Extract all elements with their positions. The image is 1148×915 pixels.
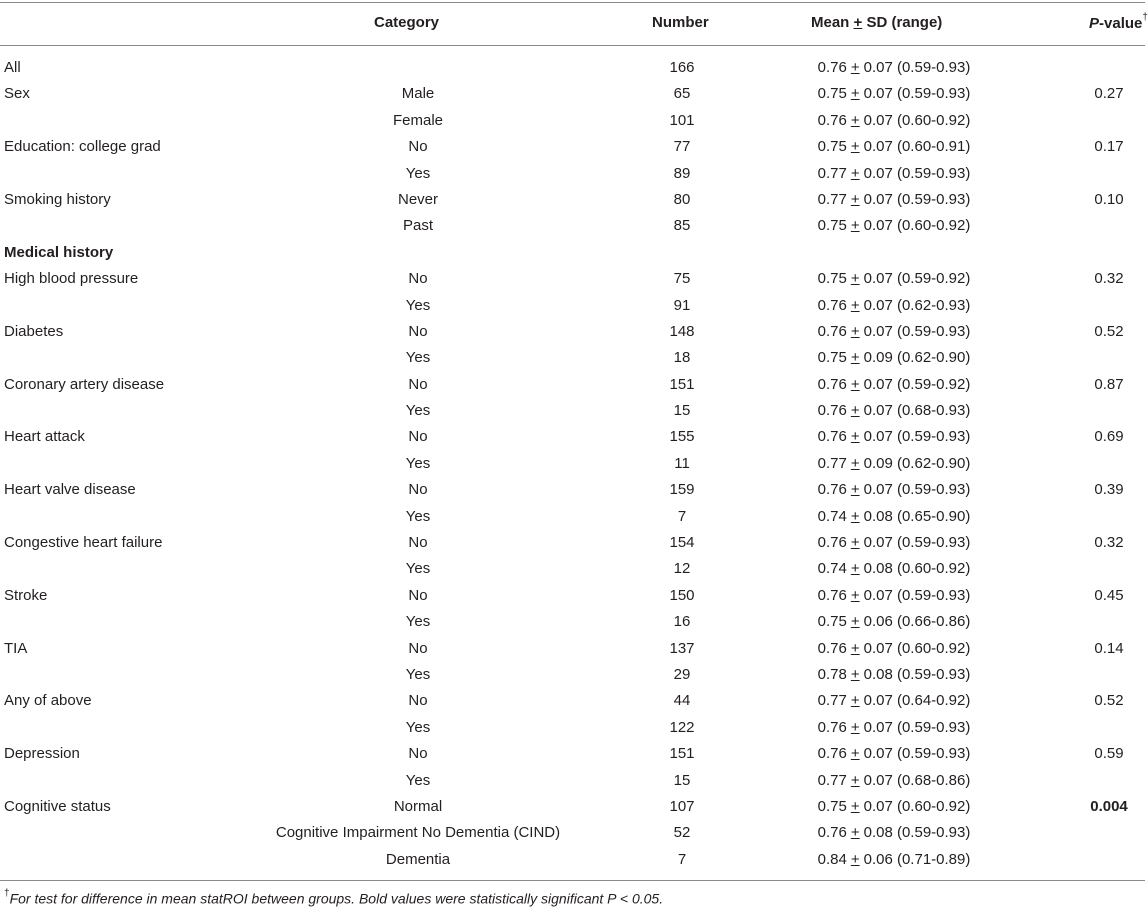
row-p-value: 0.10 <box>1094 190 1124 208</box>
header-plus-minus: + <box>853 14 863 31</box>
footnote-dagger: † <box>4 888 10 899</box>
row-mean: 0.76 <box>817 375 847 393</box>
row-label: All <box>4 59 21 76</box>
row-number: 155 <box>669 428 695 446</box>
plus-minus-symbol: + <box>850 428 860 446</box>
table-row <box>0 187 1145 213</box>
row-mean-sd <box>818 85 971 103</box>
row-category: No <box>408 138 428 156</box>
row-mean-sd <box>818 59 971 77</box>
row-number: 85 <box>673 217 691 235</box>
table-row <box>0 424 1145 450</box>
row-label: Education: college grad <box>4 138 161 156</box>
table-row <box>0 213 1145 239</box>
row-sd-range: 0.07 (0.68-0.86) <box>863 771 971 789</box>
row-number: 11 <box>674 454 690 472</box>
row-mean-sd <box>818 455 971 473</box>
row-mean: 0.75 <box>817 138 847 156</box>
header-mean-post: SD (range) <box>862 14 943 31</box>
row-sd-range: 0.07 (0.60-0.92) <box>863 639 971 657</box>
row-mean: 0.76 <box>817 111 847 129</box>
row-mean-sd <box>818 217 971 235</box>
row-number: 52 <box>673 824 691 842</box>
table-row <box>0 556 1145 582</box>
row-sd-range: 0.07 (0.60-0.92) <box>863 111 971 129</box>
plus-minus-symbol: + <box>850 481 860 499</box>
row-category: No <box>408 534 428 552</box>
row-sd-range: 0.08 (0.59-0.93) <box>863 665 971 683</box>
row-category: No <box>408 375 428 393</box>
row-mean-sd <box>818 745 971 763</box>
row-sd-range: 0.07 (0.59-0.93) <box>863 586 971 604</box>
row-sd-range: 0.07 (0.59-0.93) <box>863 322 971 340</box>
row-sd-range: 0.07 (0.59-0.93) <box>863 481 971 499</box>
row-category: Yes <box>405 507 431 525</box>
plus-minus-symbol: + <box>850 111 860 129</box>
row-number: 44 <box>673 692 691 710</box>
row-label: TIA <box>4 639 28 657</box>
row-category: No <box>408 586 428 604</box>
row-label: Stroke <box>4 586 48 604</box>
row-sd-range: 0.07 (0.59-0.93) <box>863 718 971 736</box>
row-mean-sd <box>818 534 971 552</box>
plus-minus-symbol: + <box>850 349 860 367</box>
row-category: No <box>408 692 428 710</box>
row-number: 166 <box>669 59 695 76</box>
row-mean: 0.75 <box>817 85 847 103</box>
row-mean-sd <box>818 402 971 420</box>
row-category: Yes <box>405 349 431 367</box>
table-header-rule <box>0 45 1145 46</box>
row-number: 122 <box>669 718 695 736</box>
row-p-value: 0.52 <box>1094 322 1124 340</box>
row-category: Yes <box>405 665 431 683</box>
row-label: Any of above <box>4 692 92 710</box>
plus-minus-symbol: + <box>850 322 860 340</box>
row-category: Past <box>402 217 434 235</box>
row-sd-range: 0.07 (0.59-0.93) <box>863 85 971 103</box>
row-category: Dementia <box>385 850 451 868</box>
row-sd-range: 0.07 (0.62-0.93) <box>863 296 971 314</box>
row-mean-sd <box>818 772 971 790</box>
table-row <box>0 583 1145 609</box>
plus-minus-symbol: + <box>850 824 860 842</box>
header-category: Category <box>374 14 440 31</box>
row-sd-range: 0.07 (0.59-0.92) <box>863 375 971 393</box>
table-row <box>0 688 1145 714</box>
row-sd-range: 0.07 (0.60-0.91) <box>863 138 971 156</box>
row-number: 15 <box>673 771 691 789</box>
row-p-value: 0.14 <box>1094 639 1124 657</box>
row-mean: 0.76 <box>817 296 847 314</box>
row-p-value: 0.69 <box>1094 428 1124 446</box>
table-bottom-rule <box>0 880 1145 881</box>
section-title: Medical history <box>4 243 114 261</box>
footnote-text: For test for difference in mean statROI between groups. Bold values were statistically significant P < 0.05. <box>9 890 664 907</box>
row-category: Male <box>401 85 435 103</box>
row-mean: 0.76 <box>817 428 847 446</box>
plus-minus-symbol: + <box>850 613 860 631</box>
row-mean: 0.75 <box>817 217 847 235</box>
row-mean: 0.76 <box>817 586 847 604</box>
row-sd-range: 0.06 (0.71-0.89) <box>863 850 971 868</box>
table-row <box>0 741 1145 767</box>
row-number: 89 <box>673 164 691 182</box>
row-label: Cognitive status <box>4 797 111 815</box>
row-mean: 0.78 <box>817 665 847 683</box>
row-sd-range: 0.07 (0.59-0.93) <box>863 745 971 763</box>
row-number: 75 <box>673 270 691 288</box>
row-sd-range: 0.07 (0.60-0.92) <box>863 217 971 235</box>
row-mean: 0.75 <box>817 613 847 631</box>
table-row <box>0 345 1145 371</box>
row-mean: 0.76 <box>817 639 847 657</box>
plus-minus-symbol: + <box>850 560 860 578</box>
row-category: No <box>408 322 428 340</box>
row-mean-sd <box>818 191 971 209</box>
plus-minus-symbol: + <box>850 190 860 208</box>
row-mean: 0.75 <box>817 270 847 288</box>
row-mean-sd <box>818 508 971 526</box>
table-row <box>0 372 1145 398</box>
plus-minus-symbol: + <box>850 586 860 604</box>
table-row <box>0 398 1145 424</box>
row-mean: 0.84 <box>817 850 847 868</box>
row-category: Never <box>397 190 439 208</box>
row-mean-sd <box>818 138 971 156</box>
row-number: 16 <box>673 613 691 631</box>
table-row <box>0 477 1145 503</box>
table-row <box>0 266 1145 292</box>
row-sd-range: 0.06 (0.66-0.86) <box>863 613 971 631</box>
row-sd-range: 0.07 (0.59-0.93) <box>863 534 971 552</box>
row-category: No <box>408 639 428 657</box>
row-p-value: 0.52 <box>1094 692 1124 710</box>
section-header-row <box>0 240 1145 266</box>
row-sd-range: 0.07 (0.68-0.93) <box>863 402 971 420</box>
row-sd-range: 0.08 (0.65-0.90) <box>863 507 971 525</box>
row-p-value: 0.004 <box>1090 797 1128 815</box>
row-mean-sd <box>818 719 971 737</box>
row-mean: 0.76 <box>817 824 847 842</box>
table-row <box>0 636 1145 662</box>
plus-minus-symbol: + <box>850 217 860 235</box>
row-sd-range: 0.07 (0.59-0.93) <box>863 164 971 182</box>
row-mean: 0.77 <box>817 164 847 182</box>
header-p-rest: -value <box>1099 15 1143 32</box>
row-label: Heart attack <box>4 428 85 446</box>
table-row <box>0 794 1145 820</box>
row-p-value: 0.87 <box>1094 375 1124 393</box>
row-label: Diabetes <box>4 322 64 340</box>
row-number: 15 <box>673 402 691 420</box>
row-number: 65 <box>673 85 691 103</box>
row-number: 12 <box>673 560 691 578</box>
row-number: 7 <box>677 507 687 525</box>
table-row <box>0 108 1145 134</box>
row-category: No <box>408 481 428 499</box>
table-row <box>0 81 1145 107</box>
row-number: 18 <box>673 349 691 367</box>
row-mean: 0.77 <box>817 190 847 208</box>
row-mean-sd <box>818 613 971 631</box>
row-category: Yes <box>405 771 431 789</box>
row-mean-sd <box>818 270 971 288</box>
row-number: 137 <box>669 639 695 657</box>
plus-minus-symbol: + <box>850 745 860 763</box>
row-mean: 0.74 <box>817 560 847 578</box>
table-row <box>0 293 1145 319</box>
row-p-value: 0.32 <box>1094 534 1124 552</box>
table-row <box>0 768 1145 794</box>
row-sd-range: 0.07 (0.59-0.93) <box>863 190 971 208</box>
row-mean-sd <box>818 323 971 341</box>
row-p-value: 0.17 <box>1094 138 1124 156</box>
row-category: Yes <box>405 718 431 736</box>
header-number: Number <box>652 14 709 31</box>
row-mean-sd <box>818 798 971 816</box>
plus-minus-symbol: + <box>850 507 860 525</box>
row-mean: 0.74 <box>817 507 847 525</box>
table-top-rule <box>0 2 1145 3</box>
row-mean-sd <box>818 165 971 183</box>
row-mean: 0.77 <box>817 454 847 472</box>
row-category: Yes <box>405 296 431 314</box>
table-row <box>0 161 1145 187</box>
row-mean-sd <box>818 587 971 605</box>
row-sd-range: 0.09 (0.62-0.90) <box>863 349 971 367</box>
table-row <box>0 134 1145 160</box>
row-number: 80 <box>673 190 691 208</box>
row-mean: 0.76 <box>817 322 847 340</box>
plus-minus-symbol: + <box>850 375 860 393</box>
row-number: 150 <box>669 586 695 604</box>
row-number: 101 <box>669 111 695 129</box>
table-row <box>0 55 1145 81</box>
row-mean: 0.76 <box>817 534 847 552</box>
row-category: No <box>408 428 428 446</box>
row-sd-range: 0.07 (0.59-0.93) <box>863 428 971 446</box>
table-row <box>0 319 1145 345</box>
row-sd-range: 0.08 (0.60-0.92) <box>863 560 971 578</box>
row-p-value: 0.59 <box>1094 745 1124 763</box>
row-p-value: 0.32 <box>1094 270 1124 288</box>
header-p-italic: P <box>1089 15 1100 32</box>
row-mean: 0.76 <box>817 718 847 736</box>
header-p-value <box>1089 14 1148 32</box>
row-category: Female <box>392 111 444 129</box>
row-number: 148 <box>669 322 695 340</box>
plus-minus-symbol: + <box>850 692 860 710</box>
row-mean: 0.76 <box>817 745 847 763</box>
row-p-value: 0.27 <box>1094 85 1124 103</box>
plus-minus-symbol: + <box>850 454 860 472</box>
table-row <box>0 504 1145 530</box>
row-label: Congestive heart failure <box>4 534 163 552</box>
plus-minus-symbol: + <box>850 402 860 420</box>
table-footnote <box>4 890 663 907</box>
row-number: 91 <box>673 296 691 314</box>
row-category: Yes <box>405 402 431 420</box>
row-number: 159 <box>669 481 695 499</box>
plus-minus-symbol: + <box>850 296 860 314</box>
row-number: 7 <box>677 850 687 868</box>
plus-minus-symbol: + <box>850 850 860 868</box>
plus-minus-symbol: + <box>850 797 860 815</box>
row-label: Coronary artery disease <box>4 375 165 393</box>
plus-minus-symbol: + <box>850 639 860 657</box>
row-label: Smoking history <box>4 190 111 208</box>
row-mean-sd <box>818 297 971 315</box>
plus-minus-symbol: + <box>850 665 860 683</box>
row-number: 29 <box>673 665 691 683</box>
plus-minus-symbol: + <box>850 164 860 182</box>
plus-minus-symbol: + <box>850 138 860 156</box>
row-mean-sd <box>818 560 971 578</box>
table-row <box>0 715 1145 741</box>
table-row <box>0 662 1145 688</box>
row-category: No <box>408 745 428 763</box>
row-category: Normal <box>393 797 443 815</box>
row-mean: 0.77 <box>817 692 847 710</box>
header-p-dagger: † <box>1142 12 1148 23</box>
row-sd-range: 0.08 (0.59-0.93) <box>863 824 971 842</box>
row-number: 151 <box>669 745 695 763</box>
row-category: Yes <box>405 454 431 472</box>
header-mean-sd <box>811 14 942 31</box>
row-number: 151 <box>669 375 695 393</box>
row-mean-sd <box>818 824 971 842</box>
row-number: 154 <box>669 534 695 552</box>
row-sd-range: 0.09 (0.62-0.90) <box>863 454 971 472</box>
row-mean: 0.76 <box>817 59 847 76</box>
row-category: Yes <box>405 164 431 182</box>
row-mean: 0.77 <box>817 771 847 789</box>
row-mean: 0.75 <box>817 797 847 815</box>
row-category: Yes <box>405 613 431 631</box>
row-category: Yes <box>405 560 431 578</box>
row-mean: 0.76 <box>817 402 847 420</box>
row-sd-range: 0.07 (0.59-0.92) <box>863 270 971 288</box>
row-mean-sd <box>818 428 971 446</box>
table-body <box>0 55 1145 873</box>
row-mean-sd <box>818 692 971 710</box>
row-sd-range: 0.07 (0.64-0.92) <box>863 692 971 710</box>
table-row <box>0 530 1145 556</box>
row-p-value: 0.45 <box>1094 586 1124 604</box>
row-label: High blood pressure <box>4 270 139 288</box>
plus-minus-symbol: + <box>850 718 860 736</box>
table-row <box>0 451 1145 477</box>
row-mean: 0.75 <box>817 349 847 367</box>
plus-minus-symbol: + <box>850 85 860 103</box>
row-number: 107 <box>669 797 695 815</box>
row-mean-sd <box>818 376 971 394</box>
row-number: 77 <box>673 138 691 156</box>
row-label: Sex <box>4 85 30 103</box>
plus-minus-symbol: + <box>850 771 860 789</box>
row-label: Depression <box>4 745 80 763</box>
table-row <box>0 609 1145 635</box>
row-mean-sd <box>818 112 971 130</box>
row-mean-sd <box>818 349 971 367</box>
row-mean-sd <box>818 481 971 499</box>
row-mean-sd <box>818 666 971 684</box>
plus-minus-symbol: + <box>850 59 860 76</box>
row-mean: 0.76 <box>817 481 847 499</box>
row-p-value: 0.39 <box>1094 481 1124 499</box>
table-row <box>0 820 1145 846</box>
row-category: No <box>408 270 428 288</box>
row-sd-range: 0.07 (0.60-0.92) <box>863 797 971 815</box>
row-category: Cognitive Impairment No Dementia (CIND) <box>275 824 561 842</box>
plus-minus-symbol: + <box>850 270 860 288</box>
row-mean-sd <box>818 640 971 658</box>
plus-minus-symbol: + <box>850 534 860 552</box>
row-label: Heart valve disease <box>4 481 136 499</box>
row-mean-sd <box>818 851 971 869</box>
row-sd-range: 0.07 (0.59-0.93) <box>863 59 971 76</box>
header-mean-pre: Mean <box>811 14 854 31</box>
table-row <box>0 847 1145 873</box>
